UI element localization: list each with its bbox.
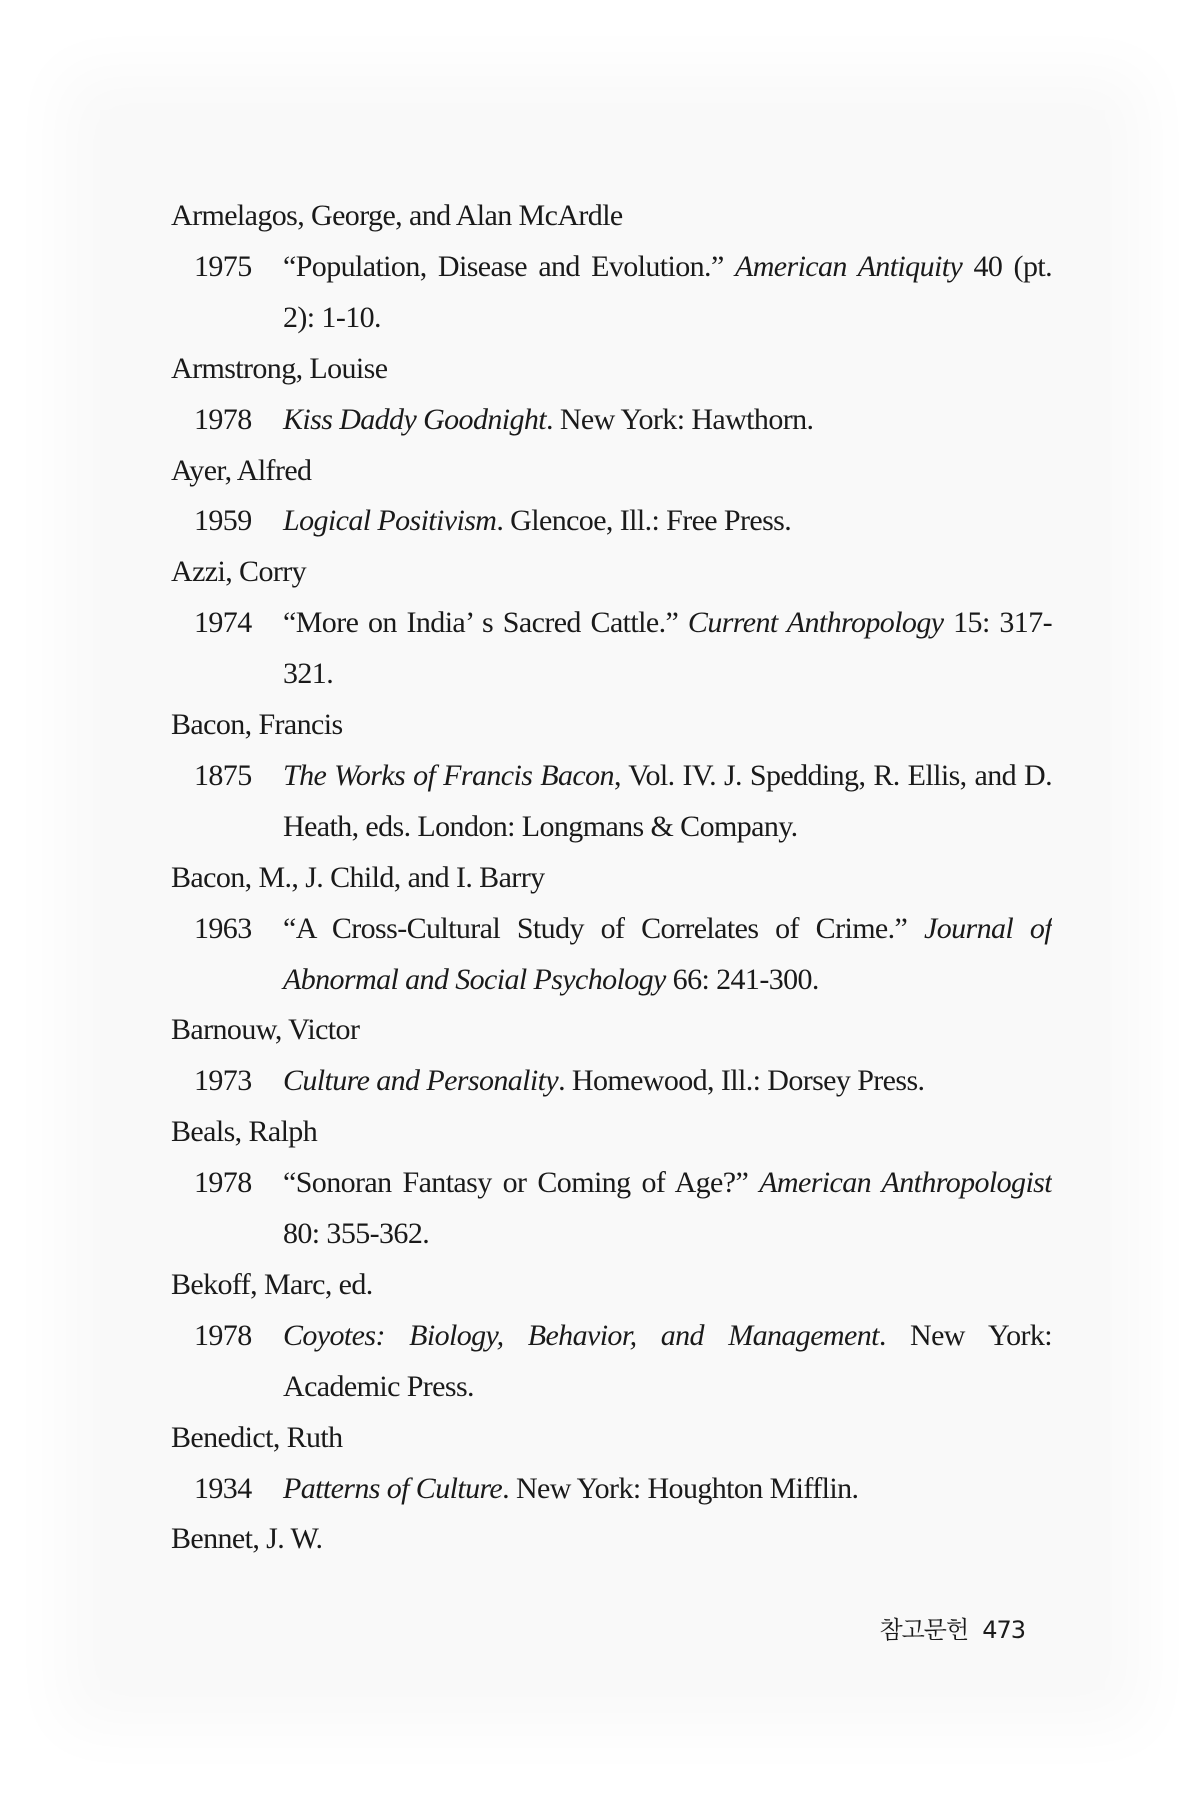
page-footer [865, 1610, 1025, 1645]
citation-title: Culture and Personality [283, 1064, 559, 1098]
entry-citation-line [283, 1369, 1052, 1405]
citation-text: “A Cross-Cultural Study of Correlates of Crime.” [283, 911, 924, 945]
entry-author: Bekoff, Marc, ed. [171, 1267, 373, 1301]
entry-author: Barnouw, Victor [171, 1013, 360, 1047]
citation-title: Coyotes: Biology, Behavior, and Management [283, 1318, 879, 1352]
citation-title: Kiss Daddy Goodnight [283, 402, 547, 436]
citation-text: “Population, Disease and Evolution.” [283, 249, 735, 283]
citation-text: 15: 317- [943, 606, 1052, 640]
citation-text: , Vol. IV. J. Spedding, R. Ellis, and D. [613, 758, 1052, 792]
entry-citation-line [283, 1471, 1052, 1507]
citation-text: . Homewood, Ill.: Dorsey Press. [558, 1064, 925, 1098]
entry-year: 1875 [194, 758, 252, 792]
entry-year: 1978 [194, 402, 252, 436]
entry-citation-line [283, 605, 1052, 641]
entry-citation-line [283, 300, 1052, 336]
entry-citation-line [283, 1318, 1052, 1354]
citation-text: “More on India’ s Sacred Cattle.” [283, 606, 688, 640]
citation-text: . New York: [878, 1318, 1052, 1352]
section-title: 참고문헌 [879, 1616, 969, 1644]
entry-citation-line [283, 402, 1052, 438]
page-number: 473 [982, 1616, 1025, 1644]
citation-title: Patterns of Culture [283, 1471, 503, 1505]
citation-title: American Anthropologist [759, 1166, 1052, 1200]
entry-year: 1978 [194, 1166, 252, 1200]
entry-author: Ayer, Alfred [171, 453, 312, 487]
entry-year: 1975 [194, 249, 252, 283]
entry-author: Benedict, Ruth [171, 1420, 343, 1454]
entry-citation-line [283, 962, 1052, 998]
citation-title: Abnormal and Social Psychology [283, 962, 666, 996]
entry-year: 1978 [194, 1318, 252, 1352]
entry-citation-line [283, 1216, 1052, 1252]
entry-citation-line [283, 1063, 1052, 1099]
citation-text: . New York: Houghton Mifflin. [502, 1471, 859, 1505]
entry-year: 1934 [194, 1471, 252, 1505]
entry-citation-line [283, 1165, 1052, 1201]
citation-title: The Works of Francis Bacon [283, 758, 614, 792]
citation-title: Logical Positivism [283, 504, 497, 538]
citation-text: Academic Press. [283, 1369, 474, 1403]
citation-text: 80: 355-362. [283, 1217, 430, 1250]
entry-year: 1959 [194, 504, 252, 538]
citation-text: 40 (pt. [962, 249, 1052, 283]
citation-text: 66: 241-300. [665, 962, 819, 996]
citation-text: “Sonoran Fantasy or Coming of Age?” [283, 1166, 760, 1200]
entry-citation-line [283, 758, 1052, 794]
citation-title: American Antiquity [734, 249, 963, 283]
entry-citation-line [283, 809, 1052, 845]
entry-citation-line [283, 656, 1052, 692]
citation-title: Journal of [924, 911, 1052, 945]
citation-title: Current Anthropology [687, 606, 944, 640]
entry-author: Bacon, M., J. Child, and I. Barry [171, 860, 545, 894]
entry-author: Bacon, Francis [171, 708, 343, 741]
entry-author: Azzi, Corry [171, 555, 307, 589]
entry-author: Bennet, J. W. [171, 1522, 323, 1556]
citation-text: 2): 1-10. [283, 300, 381, 334]
citation-text: . Glencoe, Ill.: Free Press. [496, 504, 792, 538]
entry-year: 1963 [194, 911, 252, 945]
entry-author: Armelagos, George, and Alan McArdle [171, 199, 623, 232]
entry-citation-line [283, 911, 1052, 947]
entry-year: 1973 [194, 1064, 252, 1098]
entry-author: Armstrong, Louise [171, 351, 388, 385]
entry-citation-line [283, 249, 1052, 285]
citation-text: 321. [283, 657, 334, 691]
citation-text: Heath, eds. London: Longmans & Company. [283, 809, 798, 843]
citation-text: . New York: Hawthorn. [546, 402, 814, 436]
entry-citation-line [283, 503, 1052, 539]
entry-year: 1974 [194, 606, 252, 640]
entry-author: Beals, Ralph [171, 1115, 318, 1149]
